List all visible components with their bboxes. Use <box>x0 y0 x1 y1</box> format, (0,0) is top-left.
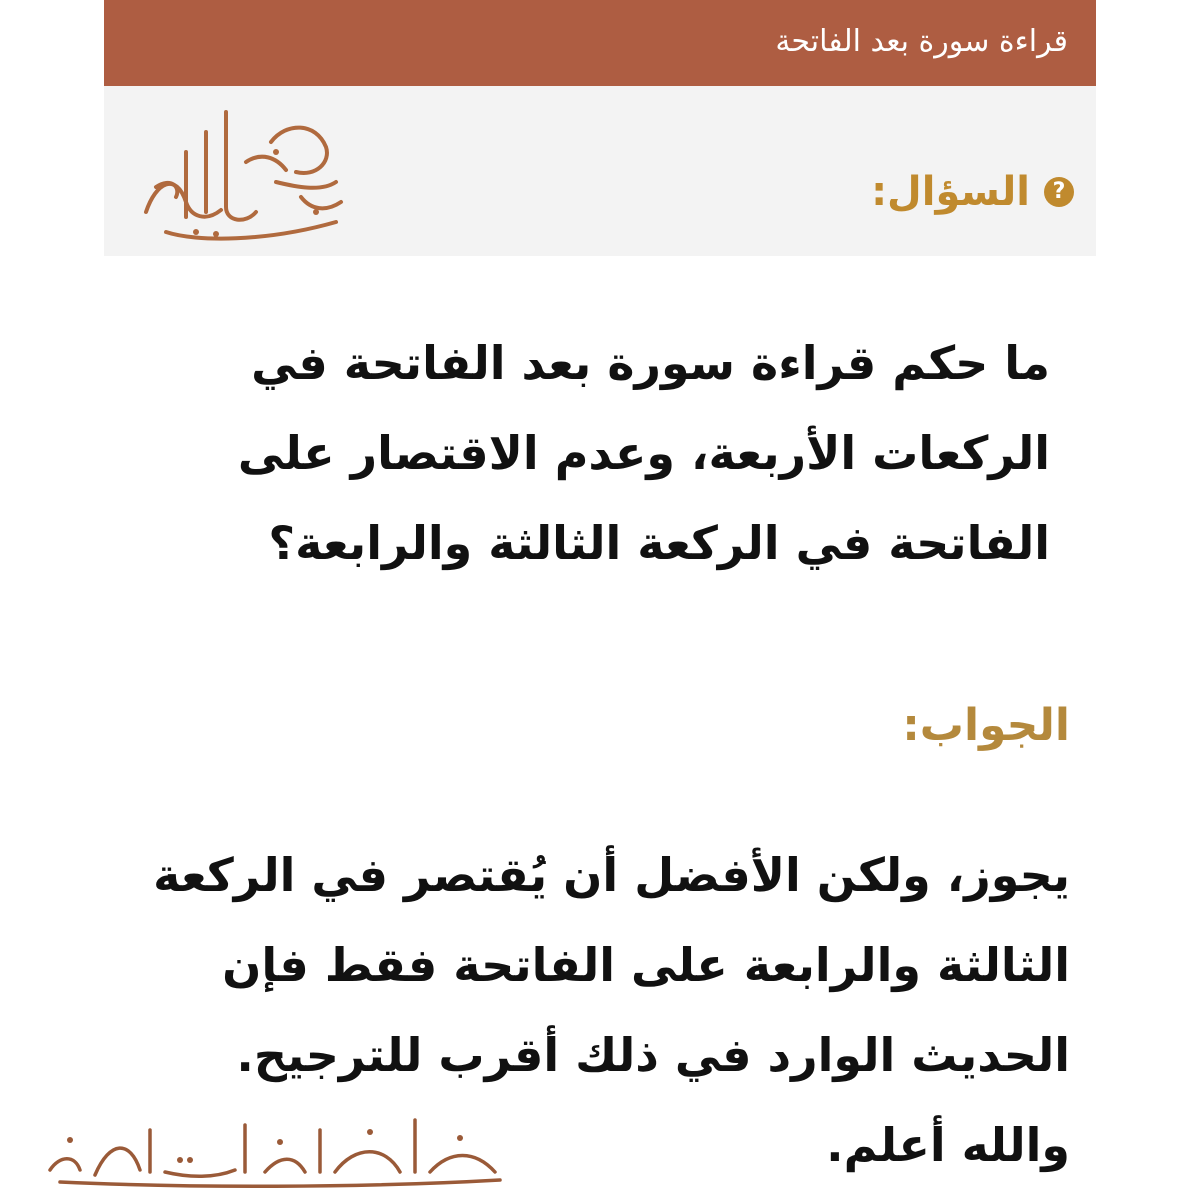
page-title: قراءة سورة بعد الفاتحة <box>775 24 1068 59</box>
answer-line: الثالثة والرابعة على الفاتحة فقط فإن <box>222 938 1070 992</box>
answer-line: والله أعلم. <box>826 1118 1070 1172</box>
signature-calligraphy <box>40 1100 510 1190</box>
question-line: ما حكم قراءة سورة بعد الفاتحة في <box>251 336 1050 390</box>
question-header <box>104 86 1096 256</box>
question-line: الفاتحة في الركعة الثالثة والرابعة؟ <box>268 516 1050 570</box>
answer-line: الحديث الوارد في ذلك أقرب للترجيح. <box>236 1028 1070 1082</box>
question-label-group <box>871 169 1074 215</box>
question-label: السؤال: <box>871 169 1030 215</box>
answer-label: الجواب: <box>902 700 1070 751</box>
question-circle-icon: ? <box>1044 177 1074 207</box>
calligraphy-logo <box>126 92 356 252</box>
question-line: الركعات الأربعة، وعدم الاقتصار على <box>237 426 1050 480</box>
answer-line: يجوز، ولكن الأفضل أن يُقتصر في الركعة <box>153 848 1070 902</box>
title-bar <box>104 0 1096 86</box>
question-text <box>170 318 1050 588</box>
